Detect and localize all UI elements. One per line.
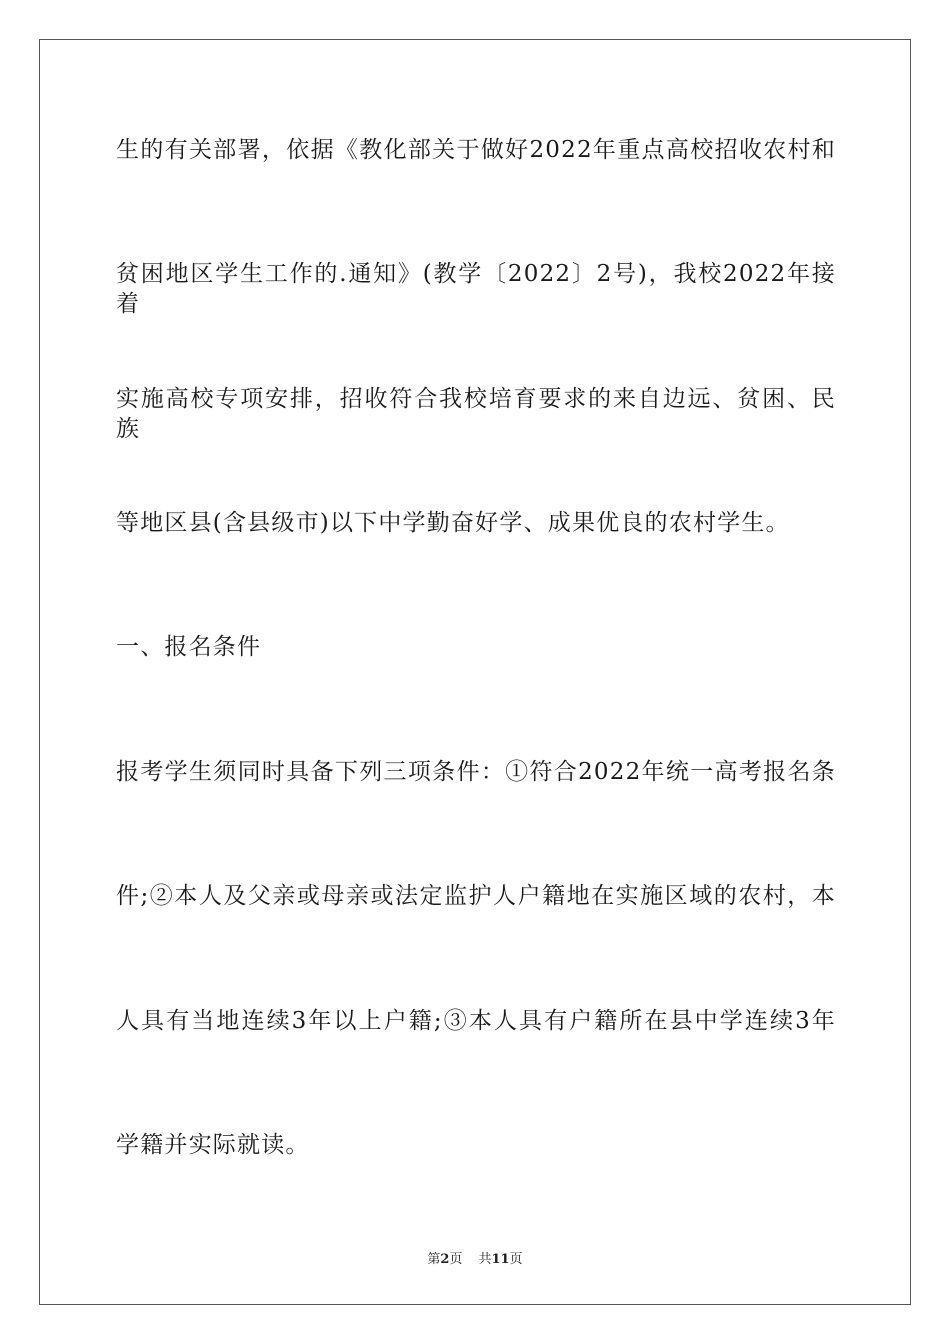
body-line-9: 学籍并实际就读。 <box>116 1132 310 1158</box>
total-unit: 页 <box>509 1252 523 1267</box>
body-line-3: 实施高校专项安排，招收符合我校培育要求的来自边远、贫困、民族 <box>116 386 836 442</box>
page-prefix: 第 <box>427 1252 441 1267</box>
total-prefix: 共 <box>478 1252 492 1267</box>
body-line-6: 报考学生须同时具备下列三项条件：①符合2022年统一高考报名条 <box>116 759 836 785</box>
page-unit: 页 <box>449 1252 463 1267</box>
body-line-4: 等地区县(含县级市)以下中学勤奋好学、成果优良的农村学生。 <box>116 510 790 536</box>
body-line-8: 人具有当地连续3年以上户籍;③本人具有户籍所在县中学连续3年 <box>116 1008 836 1034</box>
page-footer <box>0 1248 950 1267</box>
section-heading: 一、报名条件 <box>116 634 262 660</box>
body-line-7: 件;②本人及父亲或母亲或法定监护人户籍地在实施区域的农村，本 <box>116 883 836 909</box>
page-number: 2 <box>440 1252 450 1267</box>
page-frame <box>39 39 911 1305</box>
body-line-2: 贫困地区学生工作的.通知》(教学〔2022〕2号)，我校2022年接着 <box>116 261 836 317</box>
body-line-1: 生的有关部署，依据《教化部关于做好2022年重点高校招收农村和 <box>116 137 836 163</box>
total-pages: 11 <box>491 1252 510 1267</box>
